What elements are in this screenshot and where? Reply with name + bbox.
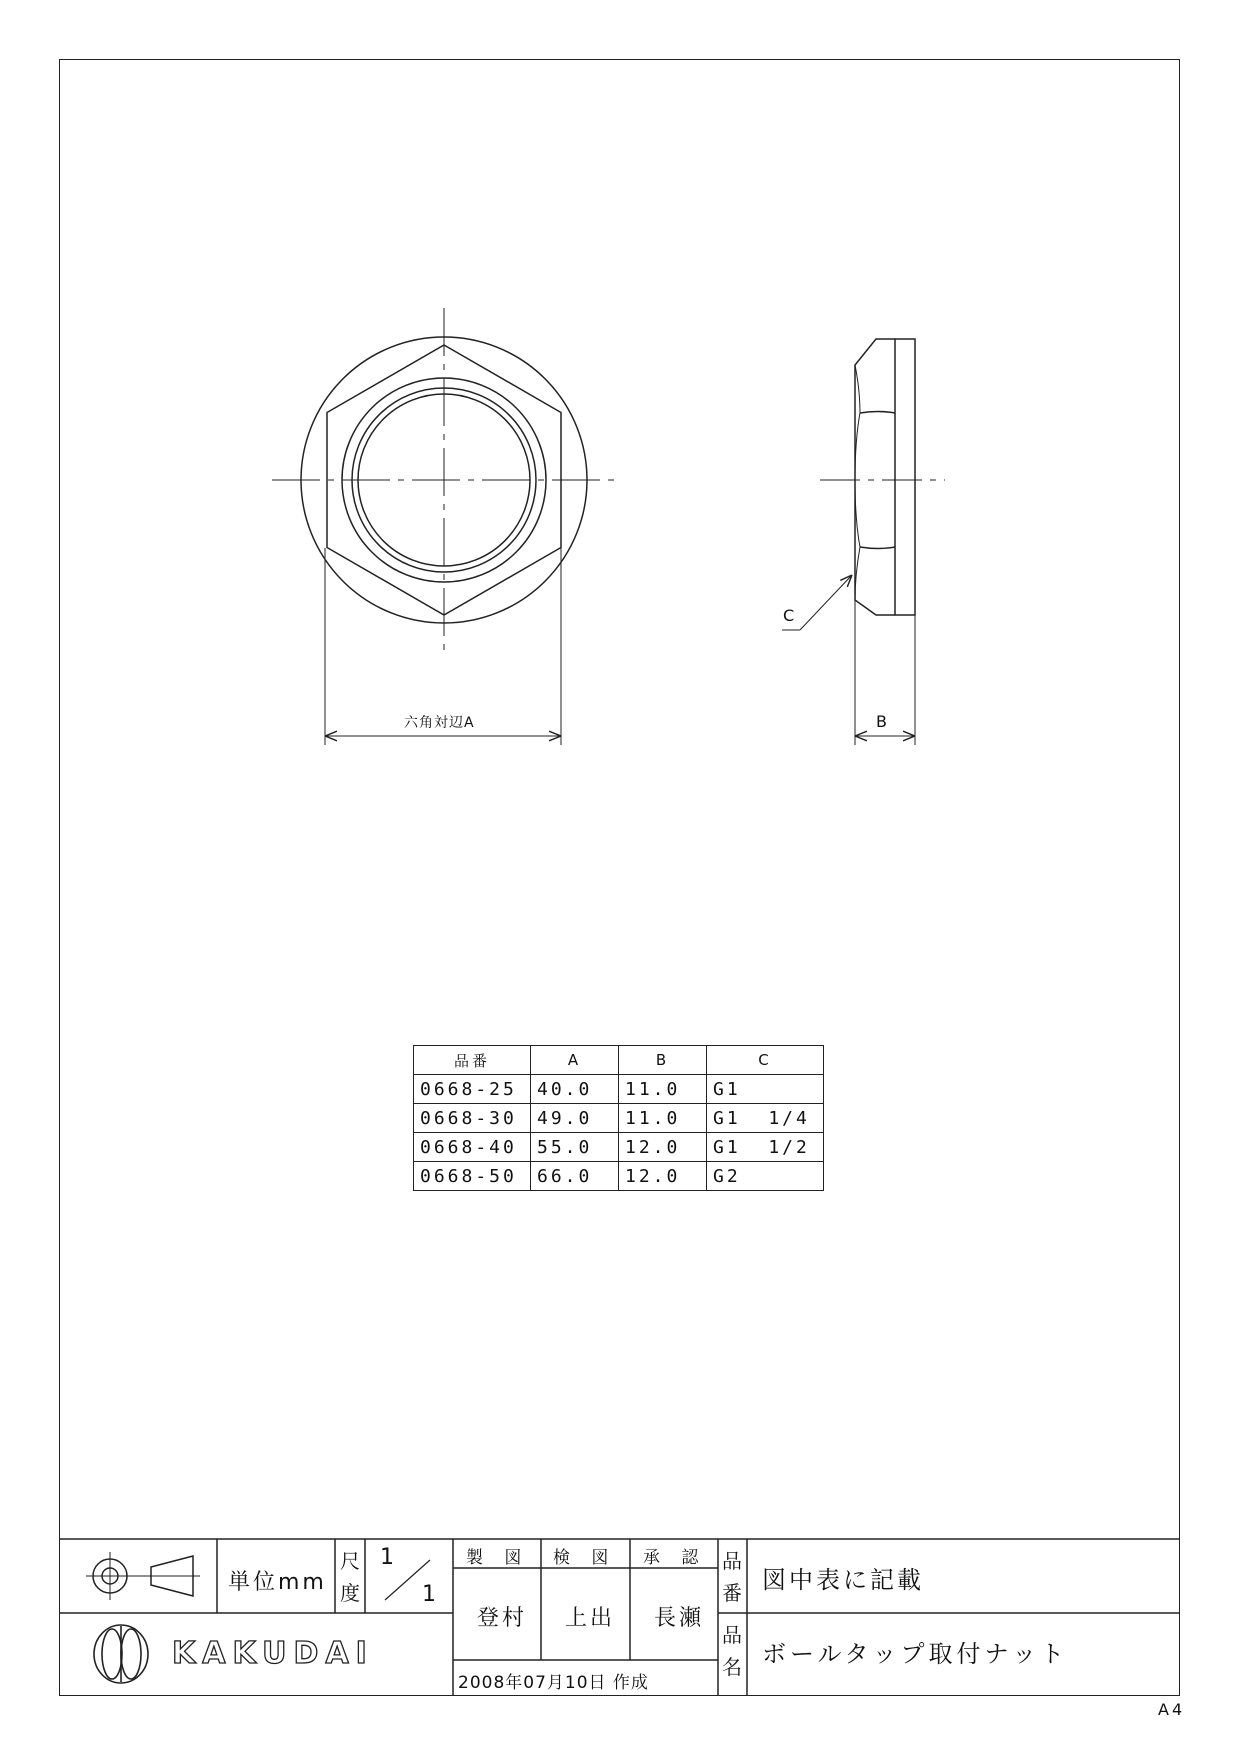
cell-a: 49.0	[531, 1104, 619, 1133]
cell-part-no: 0668-30	[414, 1104, 531, 1133]
callout-label-c: C	[783, 606, 797, 625]
col-header-a: A	[531, 1046, 619, 1075]
creation-date: 2008年07月10日 作成	[458, 1673, 649, 1693]
table-row	[414, 1104, 824, 1133]
part-no-value: 図中表に記載	[762, 1566, 924, 1594]
cell-part-no: 0668-40	[414, 1133, 531, 1162]
cell-a: 66.0	[531, 1162, 619, 1191]
cell-a: 55.0	[531, 1133, 619, 1162]
dimension-label-a: 六角対辺A	[404, 715, 475, 731]
side-flange	[895, 339, 915, 615]
part-no-label-top: 品	[722, 1549, 744, 1573]
company-name: KAKUDAI	[172, 1636, 374, 1671]
cell-part-no: 0668-50	[414, 1162, 531, 1191]
cell-c: G1 1/4	[707, 1104, 824, 1133]
scale-numerator: 1	[380, 1545, 396, 1570]
kakudai-logo-icon	[94, 1625, 148, 1683]
projection-symbol-icon	[86, 1552, 200, 1600]
col-header-b: B	[619, 1046, 707, 1075]
scale-label-top: 尺	[340, 1549, 362, 1573]
cell-part-no: 0668-25	[414, 1075, 531, 1104]
part-name-label-bottom: 名	[722, 1655, 744, 1679]
table-row	[414, 1133, 824, 1162]
drawn-by: 登村	[477, 1606, 528, 1631]
approved-label: 承 認	[643, 1548, 707, 1568]
drawn-label: 製 図	[466, 1548, 530, 1568]
side-hex-outline	[855, 339, 895, 615]
sheet-size-label: A4	[1158, 1700, 1186, 1719]
col-header-part-no: 品番	[414, 1046, 531, 1075]
unit-label: 単位mm	[228, 1570, 327, 1595]
part-name-value: ボールタップ取付ナット	[762, 1640, 1069, 1668]
cell-b: 12.0	[619, 1162, 707, 1191]
checked-by: 上出	[565, 1606, 616, 1631]
part-name-label-top: 品	[722, 1623, 744, 1647]
cell-c: G1 1/2	[707, 1133, 824, 1162]
checked-label: 検 図	[553, 1548, 617, 1568]
front-view	[272, 308, 615, 745]
leader-line-c	[800, 575, 852, 630]
cell-b: 12.0	[619, 1133, 707, 1162]
side-view	[782, 339, 945, 745]
table-row	[414, 1162, 824, 1191]
dimension-label-b: B	[876, 712, 889, 731]
cell-b: 11.0	[619, 1104, 707, 1133]
approved-by: 長瀬	[654, 1606, 705, 1631]
cell-c: G2	[707, 1162, 824, 1191]
table-row	[414, 1075, 824, 1104]
spec-table	[413, 1045, 824, 1191]
cell-c: G1	[707, 1075, 824, 1104]
table-header-row	[414, 1046, 824, 1075]
col-header-c: C	[707, 1046, 824, 1075]
part-no-label-bottom: 番	[722, 1581, 744, 1605]
cell-b: 11.0	[619, 1075, 707, 1104]
cell-a: 40.0	[531, 1075, 619, 1104]
scale-label-bottom: 度	[340, 1581, 362, 1605]
scale-denominator: 1	[422, 1582, 438, 1607]
